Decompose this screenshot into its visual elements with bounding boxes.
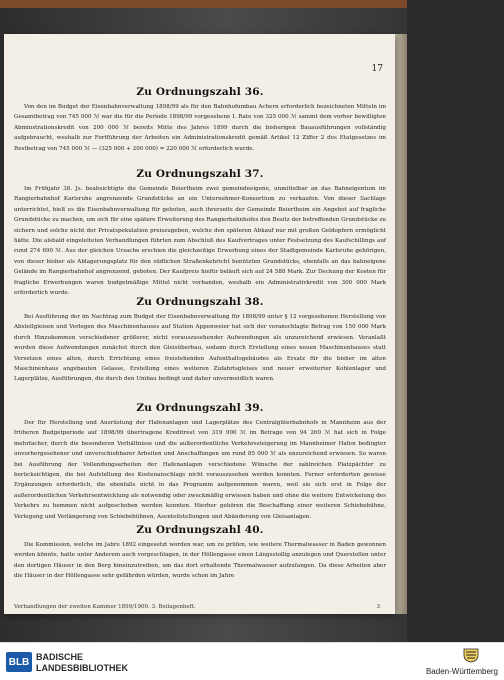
library-name-line2: LANDESBIBLIOTHEK [36,663,128,673]
library-name[interactable] [36,652,128,674]
section-38 [14,296,386,385]
footer-signature: 3 [376,604,380,610]
viewer-footer-bar [0,642,504,680]
section-heading: Zu Ordnungszahl 36. [136,86,264,98]
section-text: Im Frühjahr 38. Js. beabsichtigte die Gemeinde Beiertheim zwei gemeindeeigene, unmittelbar an das Bahneigentum im Rangierbahnhof Karlsruhe angrenzende Grundstücke an ein Unternehmer-Konsortium zu verkaufen. Von dieser Sachlage unterrichtet, hielt es die Eisenbahnverwaltung für geboten, auch ihrerseits der Gemeinde Beiertheim ein Angebot auf fragliche Grundstücke zu machen, um sich für eine spätere Erweiterung des Rangierbahnhofes den Besitz der betreffenden Grundstücke zu sichern und solche nicht der Privatspekulation preiszugeben, welche den späteren Abkauf nur mit großen Geldopfern ermöglicht hätte. Die alsbald eingeleiteten Verhandlungen führten zum Abschluß des Kaufvertrages unter Festsetzung des Kaufschillings auf rund 274 690 ℳ. Aus der gleichen Ursache erschien die gleichzeitige Erwerbung eines der Stadtgemeinde Karlsruhe gehörigen, von dieser bisher als Ablagerungsplatz für den südlichen Straßenkehricht benützten Grundstücks, ebenfalls an das bahneigene Gelände im Rangierbahnhof angrenzend, geboten. Der Kaufpreis hiefür beläuft sich auf 24 588 Mark. Zur Deckung der Kosten für fragliche Erwerbungen waren budgetmäßige Mittel nicht vorhanden, weshalb ein Administrativkredit von 300 000 Mark erforderlich wurde. [14,186,386,297]
section-37 [14,168,386,298]
section-39 [14,402,386,522]
blb-logo[interactable]: BLB [6,652,32,672]
section-40 [14,524,386,582]
section-text: Der für Herstellung und Ausrüstung der Hafenanlagen und Lagerplätze des Centralgüterbahnhofs in Mannheim aus der früheren Budgetperiode auf 1898/99 übertragene Kreditrest von 319 900 ℳ im Betrage von 94 260 ℳ hat sich in Folge mehrfacher, durch die besonderen Verhältnisse und die außerordentliche Verkehrssteigerung im Mannheimer Hafen bedingter unvorhergesehener und unverschiebbarer Arbeiten und Anschaffungen um rund 85 000 ℳ als unzureichend erwiesen. So waren bei Ausführung der Vollendungsarbeiten der Hafenanlagen verschiedene Wünsche der zahlreichen Platzpächter zu berücksichtigen, die bei Aufstellung des Kostenanschlags nicht vorauszusehen werden konnten. Ferner erforderten gewisse Ergänzungen erforderlich, die ebenfalls nicht in das Programm aufgenommen waren, weil sie sich erst in Folge der außerordentlichen Verkehrsentwicklung als notwendig oder zweckmäßig erwiesen haben und ohne die weitere Entwickelung des Verkehrs zu hemmen nicht aufgeschoben werden konnten. Hierher gehören die Beschaffung einer weiteren Schiebebühne, Verlegung und Verlängerung von Schiebebühnen, Asenteilstellungen und Abänderung von Gleisanlagen. [14,420,386,520]
section-heading: Zu Ordnungszahl 38. [136,296,264,308]
footer-citation: Verhandlungen der zweiten Kammer 1899/1900. 3. Beilagenheft. [14,604,196,610]
section-heading: Zu Ordnungszahl 37. [136,168,264,180]
page-number: 17 [371,64,383,74]
section-text: Von den im Budget der Eisenbahnverwaltung 1898/99 als für den Bahnhofumbau Achern erforderlich bezeichneten Mitteln im Gesamtbetrag von 745 000 ℳ war die für die Periode 1898/99 vorgesehene I. Rate von 325 000 ℳ sammt dem vorher bewilligten Abminstrationskredit von 200 000 ℳ bereits Mitte des Jahres 1899 durch die bisherigen Bauausführungen vollständig aufgebraucht, weshalb zur Fortführung der Arbeiten ein Administrationskredit gemäß Artikel 12 Ziffer 2 des Etatgesetzes im Restbetrag von 745 000 ℳ — (325 000 + 200 000) = 220 000 ℳ erforderlich wurde. [14,104,386,152]
document-page [4,34,395,614]
section-heading: Zu Ordnungszahl 39. [136,402,264,414]
book-binding [407,0,504,642]
section-36 [14,86,386,154]
section-text: Die Kommission, welche im Jahre 1892 eingesetzt worden war, um zu prüfen, wie weitere Thermalwasser in Baden gewonnen werden könnte, hatte unter Anderem auch vorgeschlagen, in der Höllengasse einen Längsstollig anzulegen und Querstollen unter den dortigen Häuser in den Berg hineinzutreiben, um das dort erhaltende Thermalwasser aufzufangen. Da diese Arbeiten aber die Häuser in der Höllengasse sehr gefährden würden, wurde schon im Jahre [14,542,386,580]
library-name-line1: BADISCHE [36,652,84,662]
page-spine [395,34,407,614]
state-name[interactable]: Baden-Württemberg [425,667,498,676]
section-heading: Zu Ordnungszahl 40. [136,524,264,536]
state-crest-icon [462,647,480,663]
section-text: Bei Ausführung der im Nachtrag zum Budget der Eisenbahnverwaltung für 1898/99 unter § 12 vorgesehenen Herstellung von Abstellgleisen und Verlegen des Maschinenhauses auf Station Appenweier hat sich der veranschlagte Betrag von 150 000 Mark durch Hinzukommen verschiedener größerer, nicht vorauszusehender Aufwendungen als unzureichend erwiesen. Veranlaßt wurden diese Aufwendungen zunächst durch den Gleisüberbau, sodann durch Erstellung eines neuen Maschinenhauses statt Versetzen eines alten, durch Errichtung eines freistehenden Aufenthaltsgebäudes als Ersatz für die bisher im alten Maschinenhaus angebauten Gelasse, Erstellung eines weiteren Zufahrtsgleises und neuer erweiterter Kohlenlager und Lagerplätze, Ausführungen, die durch den Umbau bedingt und daher unvermeidlich waren. [14,314,386,383]
page-footer [14,604,386,610]
